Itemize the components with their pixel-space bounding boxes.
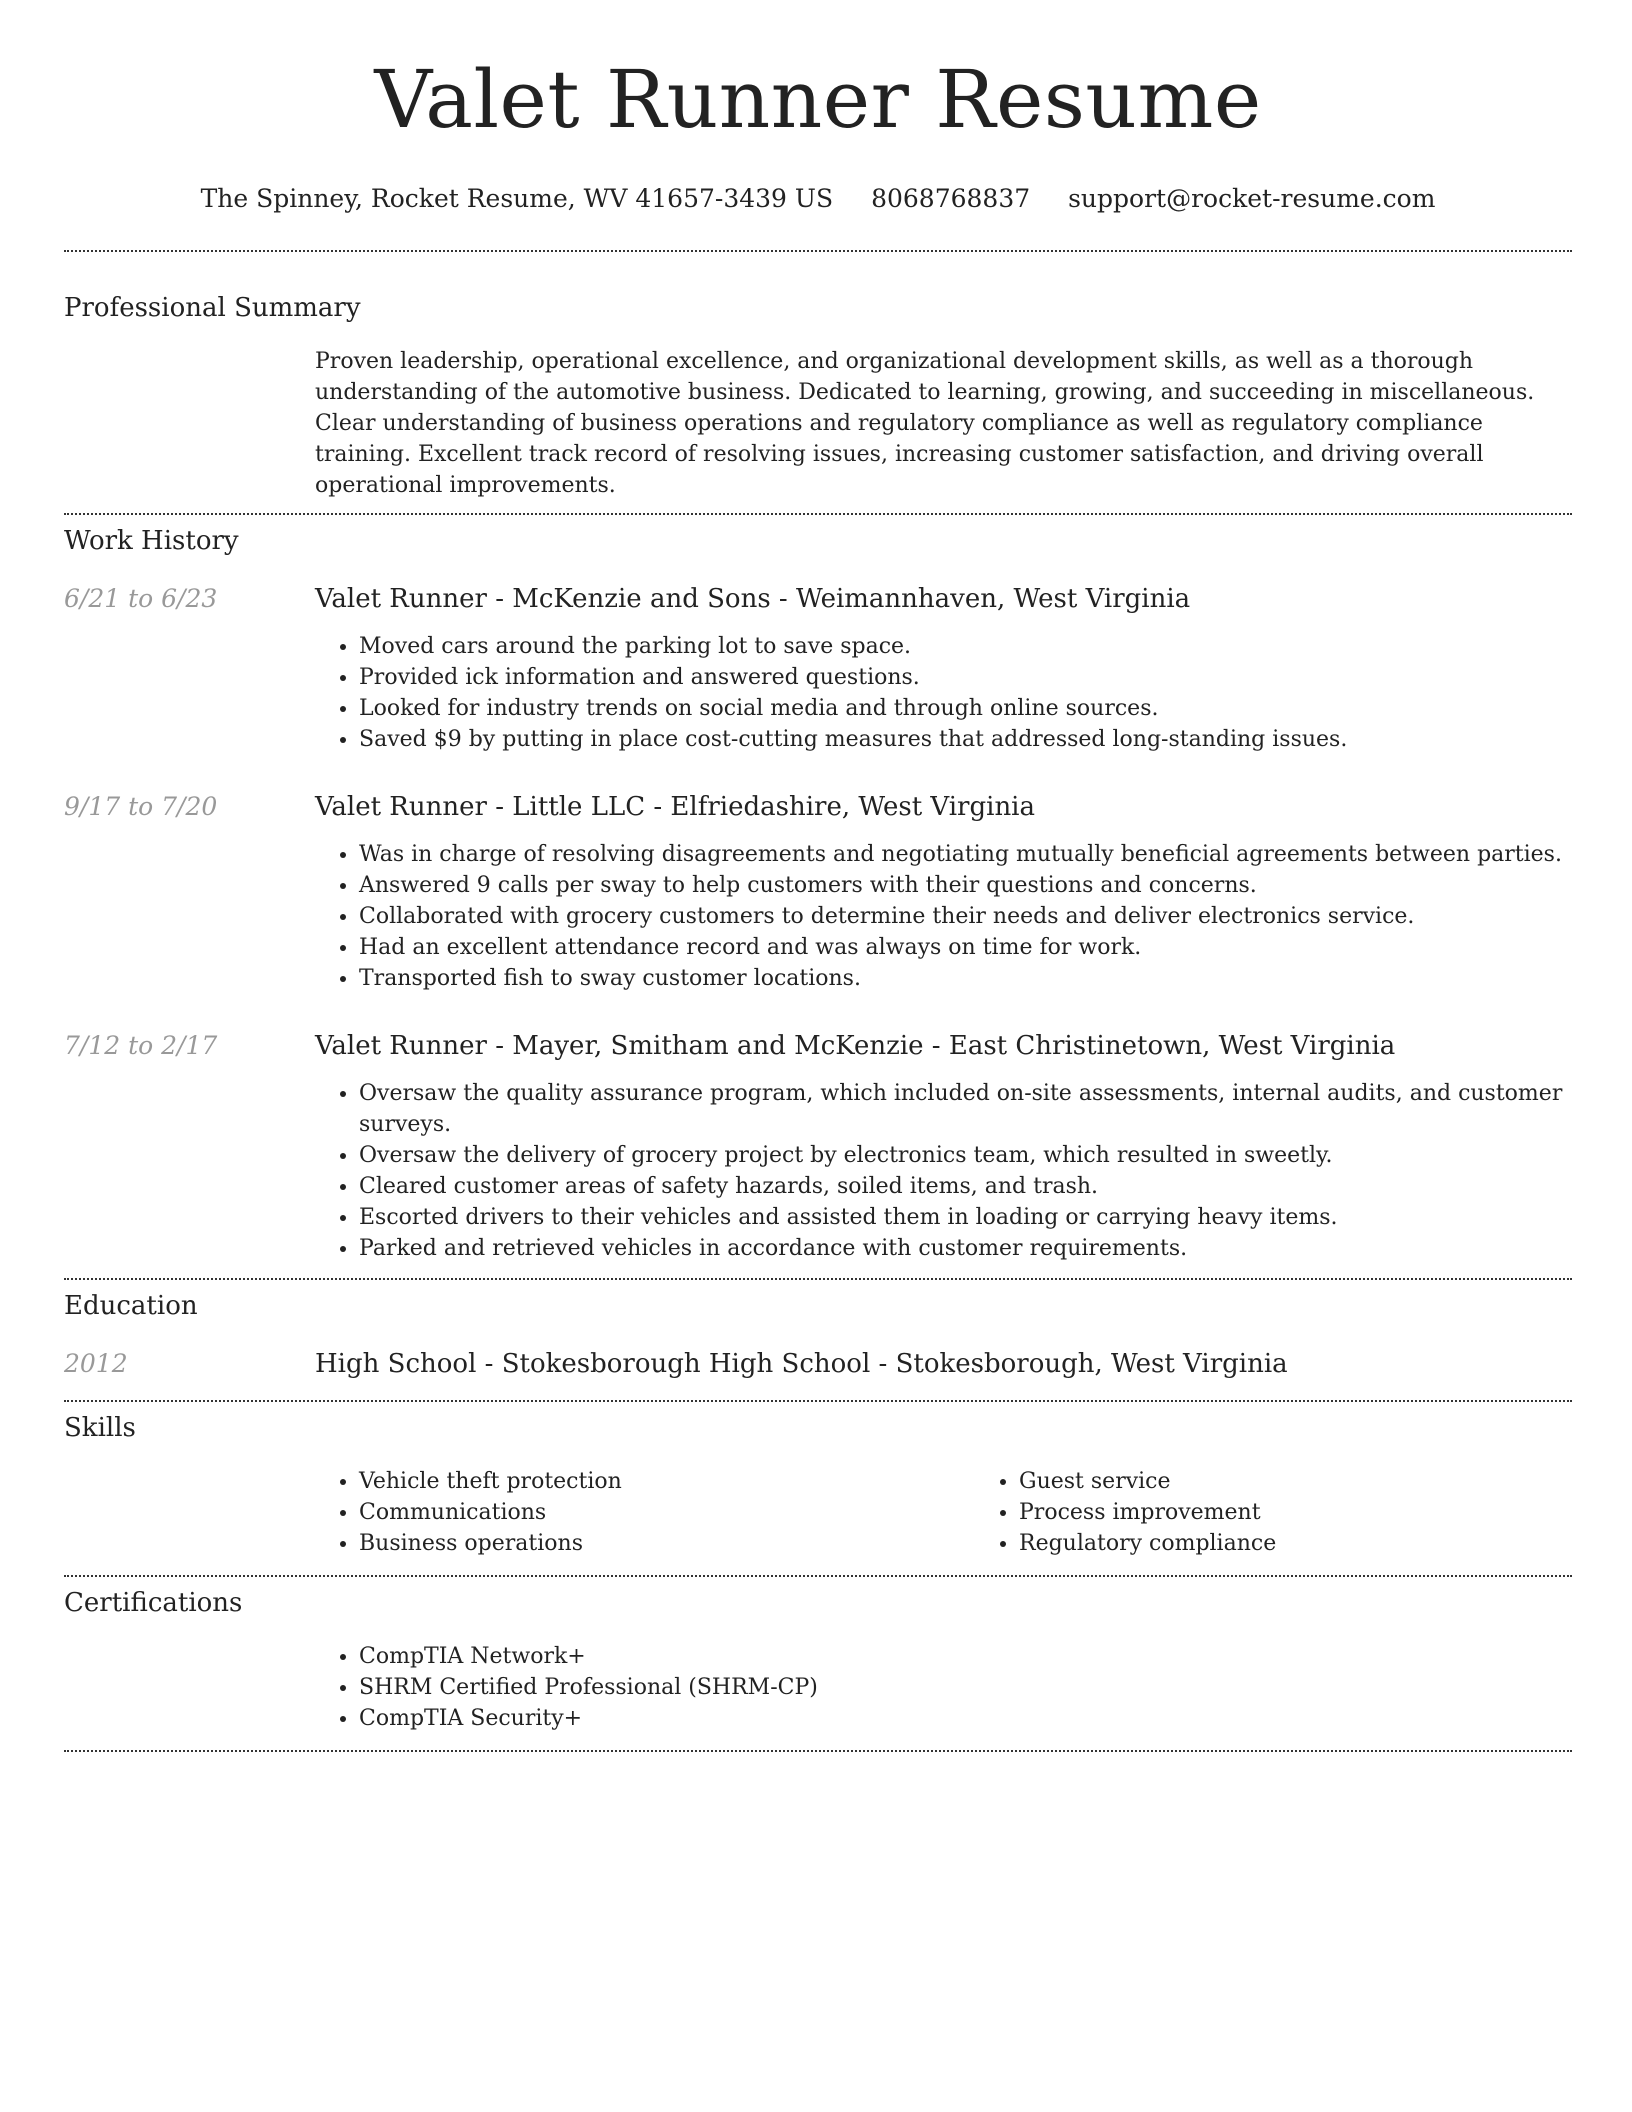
certification-item: • CompTIA Network+ (359, 1641, 1572, 1672)
job-entry (64, 583, 1572, 755)
education-section (64, 1290, 1572, 1380)
job-dates: 9/17 to 7/20 (64, 792, 218, 821)
skill-item: • Regulatory compliance (1019, 1528, 1632, 1559)
job-bullet: • Looked for industry trends on social media and through online sources. (359, 693, 1572, 724)
resume-title: Valet Runner Resume (374, 53, 1262, 146)
summary-row (64, 346, 1572, 501)
job-bullet: • Escorted drivers to their vehicles and assisted them in loading or carrying heavy items. (359, 1202, 1572, 1233)
job-title: Valet Runner - Mayer, Smitham and McKenzie - East Christinetown, West Virginia (315, 1031, 1396, 1061)
skill-item: • Business operations (359, 1528, 975, 1559)
divider (64, 513, 1572, 515)
job-bullet: • Was in charge of resolving disagreements and negotiating mutually beneficial agreements between parties. (359, 839, 1572, 870)
certifications-heading: Certifications (64, 1588, 243, 1618)
skill-item: • Vehicle theft protection (359, 1466, 975, 1497)
certifications-section (64, 1587, 1572, 1734)
job-dates: 6/21 to 6/23 (64, 584, 218, 613)
education-heading: Education (64, 1291, 198, 1321)
job-entry (64, 791, 1572, 994)
divider (64, 250, 1572, 252)
skills-list-right (975, 1466, 1632, 1559)
certification-item: • SHRM Certified Professional (SHRM-CP) (359, 1672, 1572, 1703)
job-bullets (315, 631, 1572, 755)
skills-row (64, 1466, 1572, 1559)
job-bullet: • Collaborated with grocery customers to determine their needs and deliver electronics service. (359, 901, 1572, 932)
job-bullet: • Oversaw the quality assurance program, which included on-site assessments, internal audits, and customer surveys. (359, 1078, 1572, 1140)
job-bullet: • Answered 9 calls per sway to help customers with their questions and concerns. (359, 870, 1572, 901)
summary-text: Proven leadership, operational excellence, and organizational development skills, as well as a thorough understanding of the automotive business. Dedicated to learning, growing, and succeeding in miscellaneous. Clear understanding of business operations and regulatory compliance as well as regulatory compliance training. Excellent track record of resolving issues, increasing customer satisfaction, and driving overall operational improvements. (315, 349, 1535, 498)
job-bullet: • Parked and retrieved vehicles in accordance with customer requirements. (359, 1233, 1572, 1264)
contact-address: The Spinney, Rocket Resume, WV 41657-3439 US (200, 184, 834, 213)
resume-content (64, 0, 1572, 1752)
work-history-section (64, 525, 1572, 1264)
job-bullet: • Cleared customer areas of safety hazards, soiled items, and trash. (359, 1171, 1572, 1202)
divider (64, 1278, 1572, 1280)
summary-section (64, 292, 1572, 501)
skills-spacer (64, 1466, 315, 1559)
divider (64, 1575, 1572, 1577)
summary-spacer (64, 346, 315, 501)
skill-item: • Guest service (1019, 1466, 1632, 1497)
contact-phone: 8068768837 (871, 184, 1031, 213)
job-bullet: • Transported fish to sway customer locations. (359, 963, 1572, 994)
certifications-list (315, 1641, 1572, 1734)
job-bullets (315, 839, 1572, 994)
skill-item: • Communications (359, 1497, 975, 1528)
skills-list-left (315, 1466, 975, 1559)
job-dates: 7/12 to 2/17 (64, 1031, 218, 1060)
contact-email: support@rocket-resume.com (1068, 184, 1436, 213)
contact-line (64, 184, 1572, 214)
job-bullet: • Saved $9 by putting in place cost-cutting measures that addressed long-standing issues. (359, 724, 1572, 755)
certifications-row (64, 1641, 1572, 1734)
skills-heading: Skills (64, 1413, 136, 1443)
education-year: 2012 (64, 1349, 128, 1378)
summary-heading: Professional Summary (64, 293, 361, 323)
job-bullet: • Moved cars around the parking lot to save space. (359, 631, 1572, 662)
skills-section (64, 1412, 1572, 1559)
certification-item: • CompTIA Security+ (359, 1703, 1572, 1734)
divider (64, 1400, 1572, 1402)
work-history-heading: Work History (64, 526, 239, 556)
job-bullet: • Had an excellent attendance record and was always on time for work. (359, 932, 1572, 963)
certifications-spacer (64, 1641, 315, 1734)
education-entry (64, 1348, 1572, 1380)
skill-item: • Process improvement (1019, 1497, 1632, 1528)
education-degree: High School - Stokesborough High School - Stokesborough, West Virginia (315, 1349, 1288, 1379)
job-entry (64, 1030, 1572, 1264)
divider (64, 1750, 1572, 1752)
job-bullets (315, 1078, 1572, 1264)
job-bullet: • Provided ick information and answered questions. (359, 662, 1572, 693)
job-title: Valet Runner - Little LLC - Elfriedashire, West Virginia (315, 792, 1036, 822)
job-bullet: • Oversaw the delivery of grocery project by electronics team, which resulted in sweetly. (359, 1140, 1572, 1171)
job-title: Valet Runner - McKenzie and Sons - Weimannhaven, West Virginia (315, 584, 1191, 614)
